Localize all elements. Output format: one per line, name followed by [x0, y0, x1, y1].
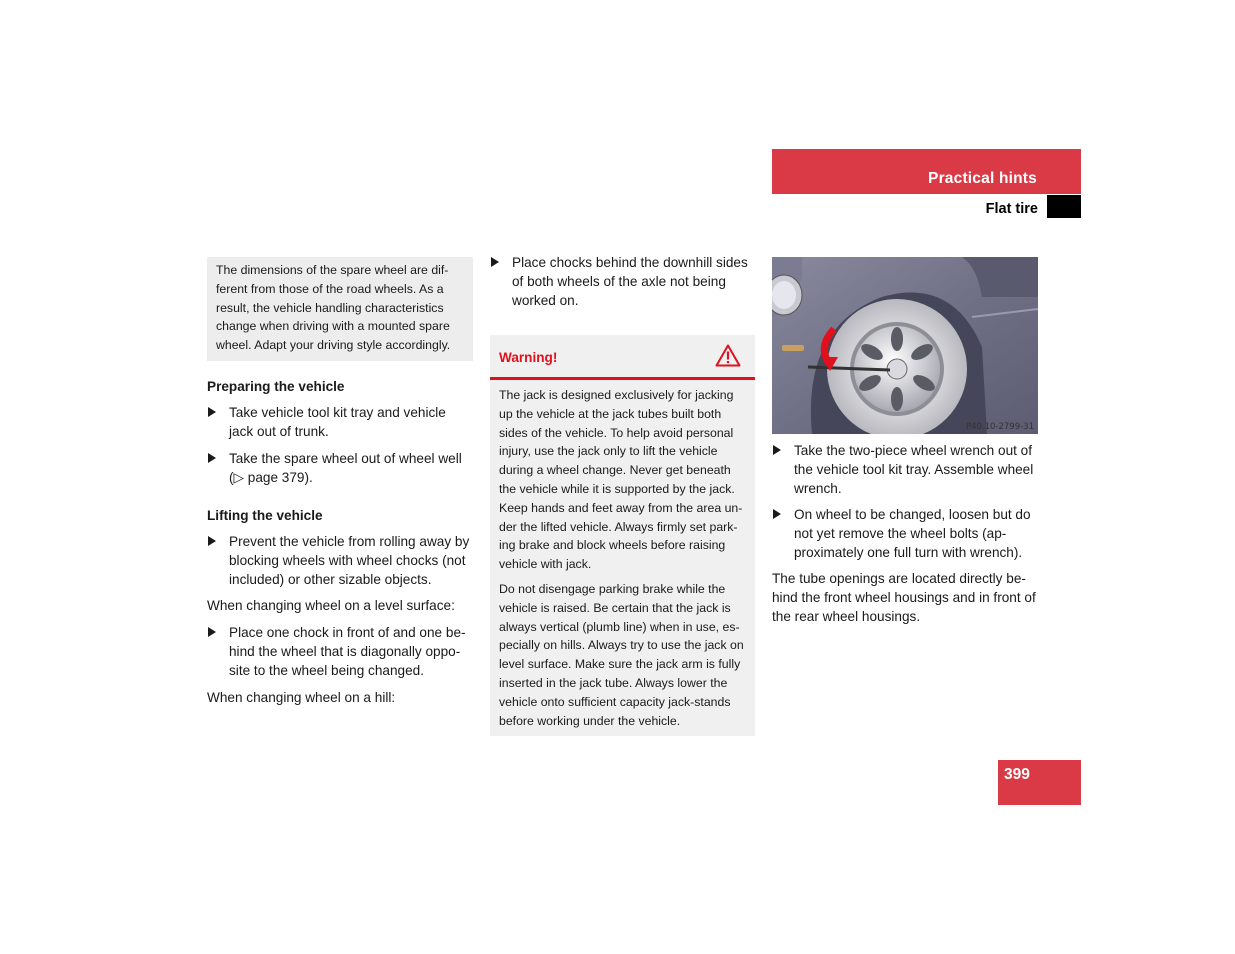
bullet-triangle-icon: [773, 445, 781, 455]
right-column: [772, 257, 1038, 626]
list-item: On wheel to be changed, loosen but do not yet remove the wheel bolts (ap-proximately one full turn with wrench).: [772, 505, 1038, 562]
warning-body: [490, 380, 755, 736]
figure-label: P40.10-2799-31: [965, 422, 1034, 432]
warning-box: [490, 335, 755, 736]
warning-paragraph: Do not disengage parking brake while the vehicle is raised. Be certain that the jack is always vertical (plumb line) when in use, es-pecially on hills. Always try to use the jack on level surface. Make sure the jack arm is fully inserted in the jack tube. Always lower the vehicle onto sufficient capacity jack-stands before working under the vehicle.: [499, 581, 744, 728]
lifting-heading: Lifting the vehicle: [207, 507, 323, 523]
middle-column: [490, 253, 755, 736]
preparing-heading: Preparing the vehicle: [207, 378, 345, 394]
subsection-title: Flat tire: [985, 201, 1038, 217]
page-number: 399: [1004, 766, 1030, 783]
list-item: Place chocks behind the downhill sides of both wheels of the axle not being worked on.: [490, 253, 755, 310]
section-header-bar: [772, 149, 1081, 194]
bullet-triangle-icon: [491, 257, 499, 267]
spare-wheel-note: The dimensions of the spare wheel are dif-ferent from those of the road wheels. As a result, the vehicle handling characteristics change when driving with a mounted spare wheel. Adapt your driving style accordingly.: [207, 257, 473, 361]
closing-text: The tube openings are located directly be-hind the front wheel housings and in front of the rear wheel housings.: [772, 571, 1036, 624]
car-wheel-image: [772, 257, 1038, 434]
subsection-marker: [1047, 195, 1081, 218]
warning-label: Warning!: [499, 350, 558, 365]
level-surface-text: When changing wheel on a level surface:: [207, 597, 455, 613]
warning-paragraph: The jack is designed exclusively for jacking up the vehicle at the jack tubes built both sides of the vehicle. To help avoid personal injury, use the jack only to lift the vehicle during a wheel change. Never get beneath the vehicle while it is supported by the jack. Keep hands and feet away from the area un-der the lifted vehicle. Always firmly set park-ing brake and block wheels before raising vehicle with jack.: [499, 388, 743, 572]
section-title: Practical hints: [928, 170, 1037, 187]
left-column: [207, 257, 473, 707]
warning-header: [490, 335, 755, 380]
bullet-triangle-icon: [208, 453, 216, 463]
warning-triangle-icon: [715, 344, 741, 372]
hill-text: When changing wheel on a hill:: [207, 689, 396, 705]
page-number-box: [998, 760, 1081, 805]
bullet-triangle-icon: [208, 536, 216, 546]
bullet-triangle-icon: [208, 407, 216, 417]
list-item: Take the two-piece wheel wrench out of the vehicle tool kit tray. Assemble wheel wrench.: [772, 441, 1038, 498]
list-item: Take vehicle tool kit tray and vehicle jack out of trunk.: [207, 403, 473, 441]
wheel-wrench-illustration: [772, 257, 1038, 434]
bullet-triangle-icon: [773, 509, 781, 519]
list-item: Prevent the vehicle from rolling away by blocking wheels with wheel chocks (not included) or other sizable objects.: [207, 532, 473, 589]
bullet-triangle-icon: [208, 627, 216, 637]
list-item: Place one chock in front of and one be-hind the wheel that is diagonally oppo-site to the wheel being changed.: [207, 623, 473, 680]
list-item: Take the spare wheel out of wheel well (▷ page 379).: [207, 449, 473, 487]
